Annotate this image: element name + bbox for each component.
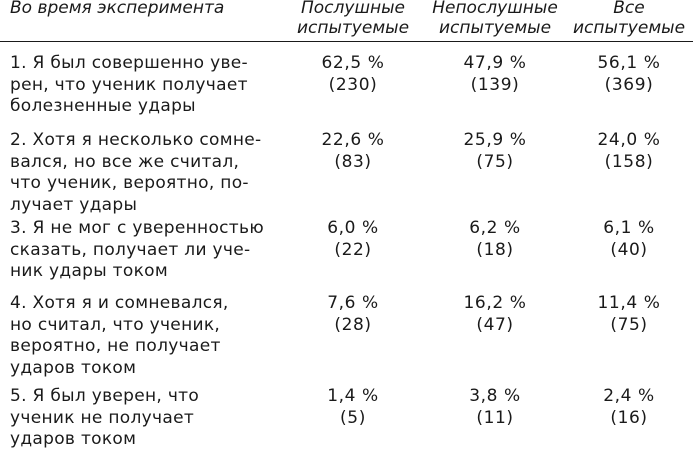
- table-row: [0, 218, 693, 293]
- cell-count: (5): [340, 407, 366, 428]
- cell-percent: 47,9 %: [463, 53, 527, 73]
- cell-count: (83): [334, 151, 372, 172]
- row-statement: 4. Хотя я и сомневался, но считал, что ученик, вероятно, не получает ударов током: [10, 293, 229, 378]
- cell-all: [565, 130, 693, 173]
- cell-all: [565, 53, 693, 96]
- cell-percent: 25,9 %: [463, 130, 527, 150]
- table-row: [0, 386, 693, 452]
- cell-percent: 24,0 %: [597, 130, 661, 150]
- cell-count: (230): [328, 74, 378, 95]
- cell-percent: 2,4 %: [603, 386, 655, 406]
- cell-count: (75): [610, 314, 648, 335]
- header-cell-disobedient: Непослушные испытуемые: [432, 0, 558, 38]
- header-cell-all: Все испытуемые: [572, 0, 686, 38]
- cell-count: (11): [476, 407, 514, 428]
- cell-percent: 22,6 %: [321, 130, 385, 150]
- cell-percent: 1,4 %: [327, 386, 379, 406]
- cell-disobedient: [425, 386, 565, 429]
- cell-count: (40): [610, 239, 648, 260]
- cell-disobedient: [425, 53, 565, 96]
- cell-disobedient: [425, 293, 565, 336]
- cell-percent: 11,4 %: [597, 293, 661, 313]
- cell-count: (158): [604, 151, 654, 172]
- cell-obedient: [288, 130, 418, 173]
- table-row: [0, 130, 693, 218]
- header-divider: [0, 41, 693, 42]
- cell-percent: 6,1 %: [603, 218, 655, 238]
- cell-count: (18): [476, 239, 514, 260]
- cell-percent: 3,8 %: [469, 386, 521, 406]
- cell-count: (22): [334, 239, 372, 260]
- row-statement: 5. Я был уверен, что ученик не получает ударов током: [10, 386, 200, 449]
- table-header: [0, 0, 693, 40]
- cell-count: (75): [476, 151, 514, 172]
- header-cell-obedient: Послушные испытуемые: [296, 0, 410, 38]
- cell-count: (16): [610, 407, 648, 428]
- cell-obedient: [288, 386, 418, 429]
- cell-percent: 6,0 %: [327, 218, 379, 238]
- cell-percent: 6,2 %: [469, 218, 521, 238]
- cell-percent: 62,5 %: [321, 53, 385, 73]
- cell-obedient: [288, 53, 418, 96]
- table-body: [0, 53, 693, 452]
- cell-obedient: [288, 218, 418, 261]
- cell-count: (139): [470, 74, 520, 95]
- cell-obedient: [288, 293, 418, 336]
- cell-disobedient: [425, 130, 565, 173]
- row-statement: 1. Я был совершенно уве- рен, что ученик получает болезненные удары: [10, 53, 248, 116]
- header-cell-condition: Во время эксперимента: [10, 0, 225, 18]
- cell-disobedient: [425, 218, 565, 261]
- cell-all: [565, 293, 693, 336]
- table-row: [0, 53, 693, 130]
- cell-all: [565, 218, 693, 261]
- cell-percent: 16,2 %: [463, 293, 527, 313]
- cell-percent: 7,6 %: [327, 293, 379, 313]
- cell-all: [565, 386, 693, 429]
- cell-count: (47): [476, 314, 514, 335]
- cell-percent: 56,1 %: [597, 53, 661, 73]
- cell-count: (28): [334, 314, 372, 335]
- row-statement: 2. Хотя я несколько сомне- вался, но все же считал, что ученик, вероятно, по- лучает удары: [10, 130, 262, 215]
- table-row: [0, 293, 693, 386]
- cell-count: (369): [604, 74, 654, 95]
- row-statement: 3. Я не мог с уверенностью сказать, получает ли уче- ник удары током: [10, 218, 264, 281]
